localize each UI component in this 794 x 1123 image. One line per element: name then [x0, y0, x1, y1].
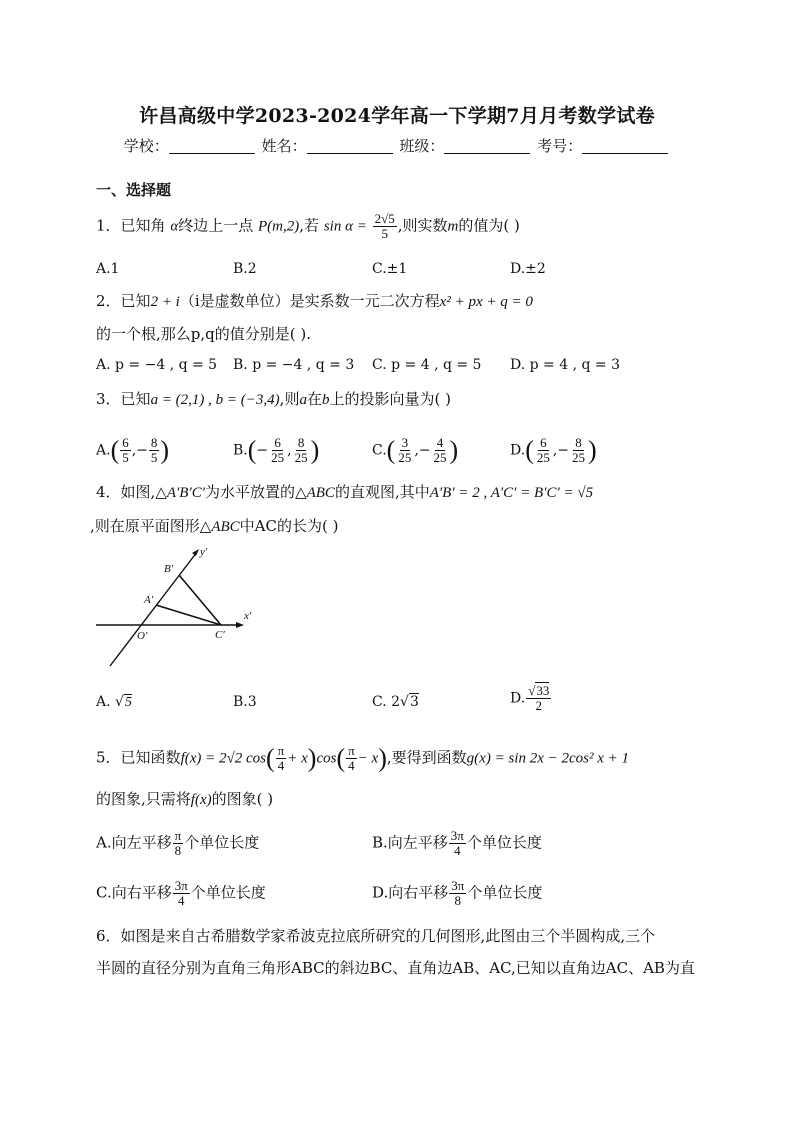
q3-option-c[interactable] — [372, 436, 458, 465]
math-expr: g(x) = sin 2x − 2cos² x + 1 — [466, 750, 629, 767]
stem-text: 已知函数 — [120, 748, 181, 767]
fraction-numerator: 8 — [297, 435, 305, 450]
fraction-denominator: 8 — [174, 843, 182, 858]
fraction — [173, 879, 190, 908]
math-expr: + x — [287, 750, 308, 767]
separator: ,− — [131, 442, 148, 459]
question-4-line2 — [90, 516, 338, 537]
q1-option-a[interactable]: A.1 — [96, 261, 120, 277]
fraction-numerator: √33 — [528, 683, 550, 698]
fraction-numerator: π — [277, 743, 285, 758]
section-title: 一、选择题 — [96, 181, 172, 199]
question-3-stem — [96, 389, 451, 410]
question-number: 6． — [96, 927, 121, 945]
y-axis — [110, 552, 197, 666]
fraction — [276, 744, 287, 773]
math-expr: △A′B′C′ — [155, 485, 206, 501]
stem-text: 如图, — [120, 483, 156, 501]
paren-open: ( — [247, 435, 257, 465]
option-text: D.向右平移 — [372, 883, 449, 902]
question-5-line2 — [96, 789, 273, 810]
segment-b-c — [179, 575, 221, 625]
q3-option-b[interactable] — [233, 436, 319, 465]
math-var: a — [299, 392, 307, 408]
option-text: 个单位长度 — [467, 883, 543, 902]
student-info-row — [0, 135, 794, 156]
option-text: 个单位长度 — [184, 833, 260, 852]
math-expr: f(x) — [190, 792, 212, 808]
fraction — [570, 436, 587, 465]
paren-close: ) — [588, 435, 597, 465]
stem-text: 在 — [306, 390, 322, 408]
number-label: 考号： — [537, 137, 583, 155]
paren-open: ( — [110, 435, 120, 465]
math-expr: f(x) = 2√2 cos — [180, 750, 266, 767]
option-label: A. — [96, 694, 111, 710]
stem-text: 的图象( ) — [211, 790, 274, 808]
math-expr: 2 + i — [150, 294, 180, 310]
label-x-prime: x′ — [244, 610, 252, 622]
option-label: C. — [372, 694, 387, 710]
fraction-numerator: 6 — [274, 435, 281, 450]
radicand: 3 — [409, 694, 419, 710]
fraction — [526, 684, 551, 713]
fraction — [173, 829, 184, 858]
fraction-denominator: 5 — [150, 450, 158, 465]
label-y-prime: y′ — [200, 546, 208, 558]
stem-text: ,要得到函数 — [386, 748, 467, 767]
option-label: B. — [233, 442, 248, 459]
fraction-denominator: 25 — [536, 450, 550, 465]
q5-option-c[interactable] — [96, 879, 266, 908]
segment-a-c — [156, 605, 221, 625]
q1-option-c[interactable]: C.±1 — [372, 261, 408, 277]
math-sin: sin α = — [323, 218, 367, 235]
q1-option-d[interactable]: D.±2 — [510, 261, 546, 277]
fraction-denominator: 2 — [535, 698, 542, 713]
fraction-denominator: 4 — [277, 758, 285, 773]
q5-option-d[interactable] — [372, 879, 542, 908]
fraction-numerator: 4 — [436, 435, 444, 450]
fraction — [120, 436, 131, 465]
class-label: 班级： — [399, 137, 445, 155]
fraction-denominator: 25 — [271, 450, 285, 465]
q4-option-c[interactable]: C. 2√3 — [372, 694, 419, 710]
school-blank[interactable] — [169, 137, 255, 154]
math-expr: x² + px + q = 0 — [439, 294, 533, 310]
label-a-prime: A′ — [144, 594, 154, 606]
fraction-numerator: 2√5 — [374, 211, 395, 226]
question-number: 5． — [96, 748, 121, 767]
coefficient: 2 — [391, 694, 401, 710]
school-label: 学校： — [123, 137, 169, 155]
fraction — [432, 436, 449, 465]
fraction — [373, 212, 397, 241]
fraction — [293, 436, 310, 465]
q2-option-d[interactable]: D. p = 4 , q = 3 — [510, 357, 620, 373]
stem-text: 为水平放置的 — [205, 483, 296, 501]
q4-option-a[interactable]: A. √5 — [96, 694, 132, 710]
fraction-denominator: 5 — [381, 226, 388, 241]
option-text: 个单位长度 — [190, 883, 266, 902]
paren-close: ) — [160, 435, 170, 465]
option-label: C. — [372, 442, 387, 459]
fraction-numerator: 6 — [122, 435, 129, 450]
math-var: m — [447, 218, 459, 235]
question-number: 1． — [96, 216, 121, 235]
fraction-numerator: π — [174, 828, 182, 843]
stem-text: 中AC的长为( ) — [239, 517, 339, 535]
fraction-denominator: 25 — [433, 450, 447, 465]
fraction-denominator: 4 — [454, 843, 461, 858]
x-axis-arrow — [236, 622, 244, 628]
fraction-denominator: 25 — [572, 450, 586, 465]
option-label: D. — [510, 442, 526, 459]
fraction-numerator: π — [348, 743, 355, 758]
math-expr: cos — [316, 750, 337, 767]
question-5-stem — [96, 744, 629, 773]
q4-option-b[interactable]: B.3 — [233, 694, 257, 710]
option-text: B.向左平移 — [372, 833, 448, 852]
fraction — [149, 436, 160, 465]
fraction-numerator: 8 — [575, 435, 582, 450]
separator: ,− — [552, 442, 570, 459]
stem-text: 已知角 — [120, 216, 166, 235]
stem-text: 的直观图,其中 — [334, 483, 430, 501]
option-text: C.向右平移 — [96, 883, 172, 902]
q2-option-a[interactable]: A. p = −4 , q = 5 — [96, 357, 218, 373]
math-expr: △ABC — [199, 519, 240, 535]
stem-text: 终边上一点 — [178, 216, 254, 235]
stem-text: 已知 — [120, 390, 151, 408]
paren-close: ) — [378, 743, 387, 773]
stem-text: 如图是来自古希腊数学家希波克拉底所研究的几何图形,此图由三个半圆构成,三个 — [120, 927, 656, 945]
fraction — [396, 436, 413, 465]
q3-option-a[interactable] — [96, 436, 169, 465]
stem-text: 上的投影向量为( ) — [329, 390, 451, 408]
question-1-stem — [96, 212, 520, 241]
fraction — [449, 829, 466, 858]
stem-text: ,则在原平面图形 — [90, 517, 200, 535]
fraction-denominator: 4 — [348, 758, 355, 773]
paren-close: ) — [307, 743, 317, 773]
fraction-numerator: 3π — [450, 828, 464, 843]
name-blank[interactable] — [307, 137, 393, 154]
q4-option-d[interactable] — [510, 684, 552, 713]
fraction-numerator: 6 — [540, 435, 547, 450]
paren-open: ( — [386, 435, 396, 465]
sign: − — [256, 442, 269, 459]
question-number: 2． — [96, 292, 121, 310]
stem-text: ,则 — [279, 390, 300, 408]
option-label: A. — [96, 442, 111, 459]
math-alpha: α — [170, 218, 179, 235]
fraction-numerator: 3 — [401, 435, 409, 450]
label-c-prime: C′ — [215, 629, 225, 641]
paren-open: ( — [265, 743, 275, 773]
fraction-denominator: 25 — [398, 450, 412, 465]
q5-option-b[interactable] — [372, 829, 542, 858]
fraction — [535, 436, 552, 465]
question-4-stem — [96, 482, 593, 503]
stem-text: 的值为( ) — [458, 216, 520, 235]
fraction — [449, 879, 466, 908]
math-expr: △ABC — [295, 485, 335, 501]
stem-text: 的图象,只需将 — [96, 790, 191, 808]
stem-text: 已知 — [120, 292, 151, 310]
label-b-prime: B′ — [164, 563, 174, 575]
math-expr: − x — [357, 750, 379, 767]
paren-close: ) — [449, 435, 459, 465]
label-o-prime: O′ — [137, 630, 148, 642]
fraction-denominator: 8 — [454, 893, 462, 908]
stem-text: ,若 — [299, 216, 320, 235]
oblique-projection-figure — [94, 544, 264, 670]
y-axis-arrow — [192, 549, 199, 556]
fraction-denominator: 4 — [178, 893, 185, 908]
number-blank[interactable] — [582, 137, 668, 154]
separator: ,− — [414, 442, 431, 459]
option-text: A.向左平移 — [96, 833, 172, 852]
exam-title: 许昌高级中学2023-2024学年高一下学期7月月考数学试卷 — [139, 105, 655, 127]
radicand: 5 — [124, 695, 132, 710]
question-6-line2: 半圆的直径分别为直角三角形ABC的斜边BC、直角边AB、AC,已知以直角边AC、AB为直 — [96, 959, 695, 977]
fraction-numerator: 3π — [174, 878, 188, 893]
paren-close: ) — [310, 435, 320, 465]
option-label: D. — [510, 690, 526, 707]
fraction-denominator: 25 — [294, 450, 308, 465]
math-expr: A′B′ = 2 , A′C′ = B′C′ = √5 — [429, 485, 594, 501]
question-2-stem — [96, 291, 533, 312]
question-number: 3． — [96, 390, 121, 408]
paren-open: ( — [525, 435, 534, 465]
question-number: 4． — [96, 483, 121, 501]
class-blank[interactable] — [444, 137, 530, 154]
math-expr: a = (2,1) , b = (−3,4) — [150, 392, 280, 408]
stem-text: （i是虚数单位）是实系数一元二次方程 — [179, 292, 440, 310]
q2-option-b[interactable]: B. p = −4 , q = 3 — [233, 357, 355, 373]
fraction — [269, 436, 286, 465]
radicand: 33 — [536, 683, 550, 698]
math-var: b — [321, 392, 330, 408]
fraction — [346, 744, 357, 773]
option-text: 个单位长度 — [466, 833, 542, 852]
question-6-line1 — [96, 926, 655, 946]
stem-text: ,则实数 — [397, 216, 448, 235]
q1-option-b[interactable]: B.2 — [233, 261, 257, 277]
fraction-denominator: 5 — [122, 450, 129, 465]
q5-option-a[interactable] — [96, 829, 259, 858]
question-2-line2: 的一个根,那么p,q的值分别是( ). — [96, 325, 311, 343]
fraction-numerator: 3π — [451, 878, 465, 893]
separator: , — [287, 442, 292, 459]
q3-option-d[interactable] — [510, 436, 597, 465]
math-point: P(m,2) — [258, 218, 300, 235]
name-label: 姓名： — [261, 137, 307, 155]
q2-option-c[interactable]: C. p = 4 , q = 5 — [372, 357, 482, 373]
paren-open: ( — [336, 743, 346, 773]
fraction-numerator: 8 — [150, 435, 158, 450]
